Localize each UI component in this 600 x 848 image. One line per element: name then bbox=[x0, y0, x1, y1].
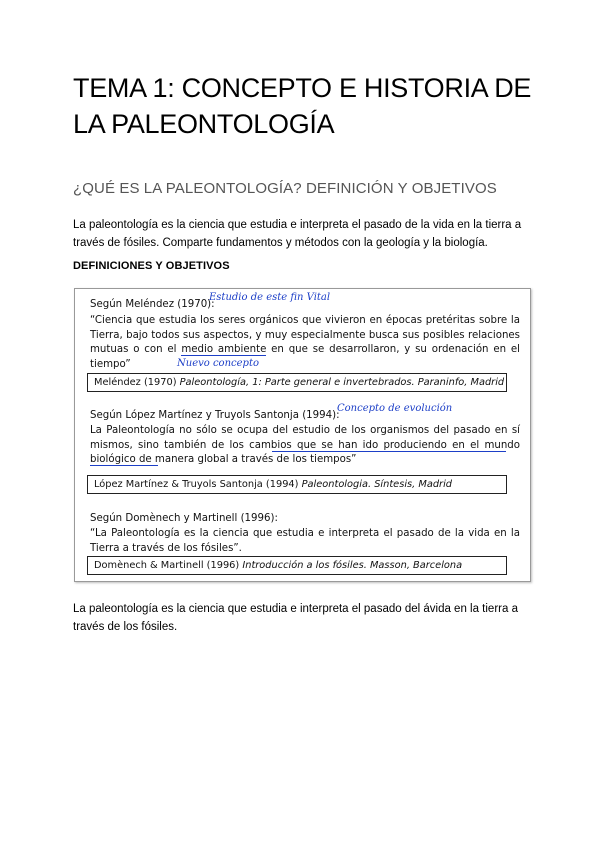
def2-handwritten-note: Concepto de evolución bbox=[337, 403, 453, 414]
def1-intro: Según Meléndez (1970): bbox=[90, 299, 215, 310]
def2-underline-2 bbox=[90, 465, 158, 466]
def2-underline-1 bbox=[272, 451, 506, 452]
def2-quote: La Paleontología no sólo se ocupa del estudio de los organismos del pasado en sí mismos, sino también de los cambios que se han ido produciendo en el mundo biológico de manera global a través de los tiempos” bbox=[90, 425, 520, 465]
def1-ref-title: Paleontología, 1: Parte general e invertebrados. Paraninfo, Madrid bbox=[179, 377, 505, 388]
def2-reference bbox=[87, 475, 507, 494]
def3-ref-title: Introducción a los fósiles. Masson, Barcelona bbox=[242, 560, 463, 571]
definitions-figure bbox=[74, 288, 531, 582]
def3-intro: Según Domènech y Martinell (1996): bbox=[90, 513, 278, 524]
def2-ref-title: Paleontologia. Síntesis, Madrid bbox=[301, 479, 453, 490]
intro-paragraph: La paleontología es la ciencia que estudia e interpreta el pasado de la vida en la tierra a través de fósiles. Comparte fundamentos y métodos con la geología y la biología. bbox=[73, 219, 522, 249]
def3-quote: “La Paleontología es la ciencia que estudia e interpreta el pasado de la vida en la Tierra a través de los fósiles”. bbox=[90, 528, 520, 554]
def3-reference bbox=[87, 556, 507, 575]
def2-intro: Según López Martínez y Truyols Santonja (1994): bbox=[90, 410, 340, 421]
def1-reference bbox=[87, 373, 507, 392]
def1-underline bbox=[181, 355, 266, 356]
section-heading: DEFINICIONES Y OBJETIVOS bbox=[73, 260, 230, 272]
page-title: TEMA 1: CONCEPTO E HISTORIA DE LA PALEONTOLOGÍA bbox=[73, 73, 532, 139]
section-subtitle: ¿QUÉ ES LA PALEONTOLOGÍA? DEFINICIÓN Y OBJETIVOS bbox=[73, 180, 497, 197]
def1-ref-author: Meléndez (1970) bbox=[94, 377, 180, 388]
def2-ref-author: López Martínez & Truyols Santonja (1994) bbox=[94, 479, 302, 490]
def1-handwritten-note-bottom: Nuevo concepto bbox=[177, 358, 259, 369]
def3-ref-author: Domènech & Martinell (1996) bbox=[94, 560, 243, 571]
def1-handwritten-note: Estudio de este fin Vital bbox=[209, 292, 331, 303]
def1-quote: “Ciencia que estudia los seres orgánicos que vivieron en épocas pretéritas sobre la Tierra, bajo todos sus aspectos, y muy especialmente busca sus posibles relaciones mutuas o con el medio ambiente en que se desarrollaron, y su ordenación en el tiempo” bbox=[90, 315, 520, 370]
closing-paragraph: La paleontología es la ciencia que estudia e interpreta el pasado del ávida en la tierra a través de los fósiles. bbox=[73, 603, 518, 633]
